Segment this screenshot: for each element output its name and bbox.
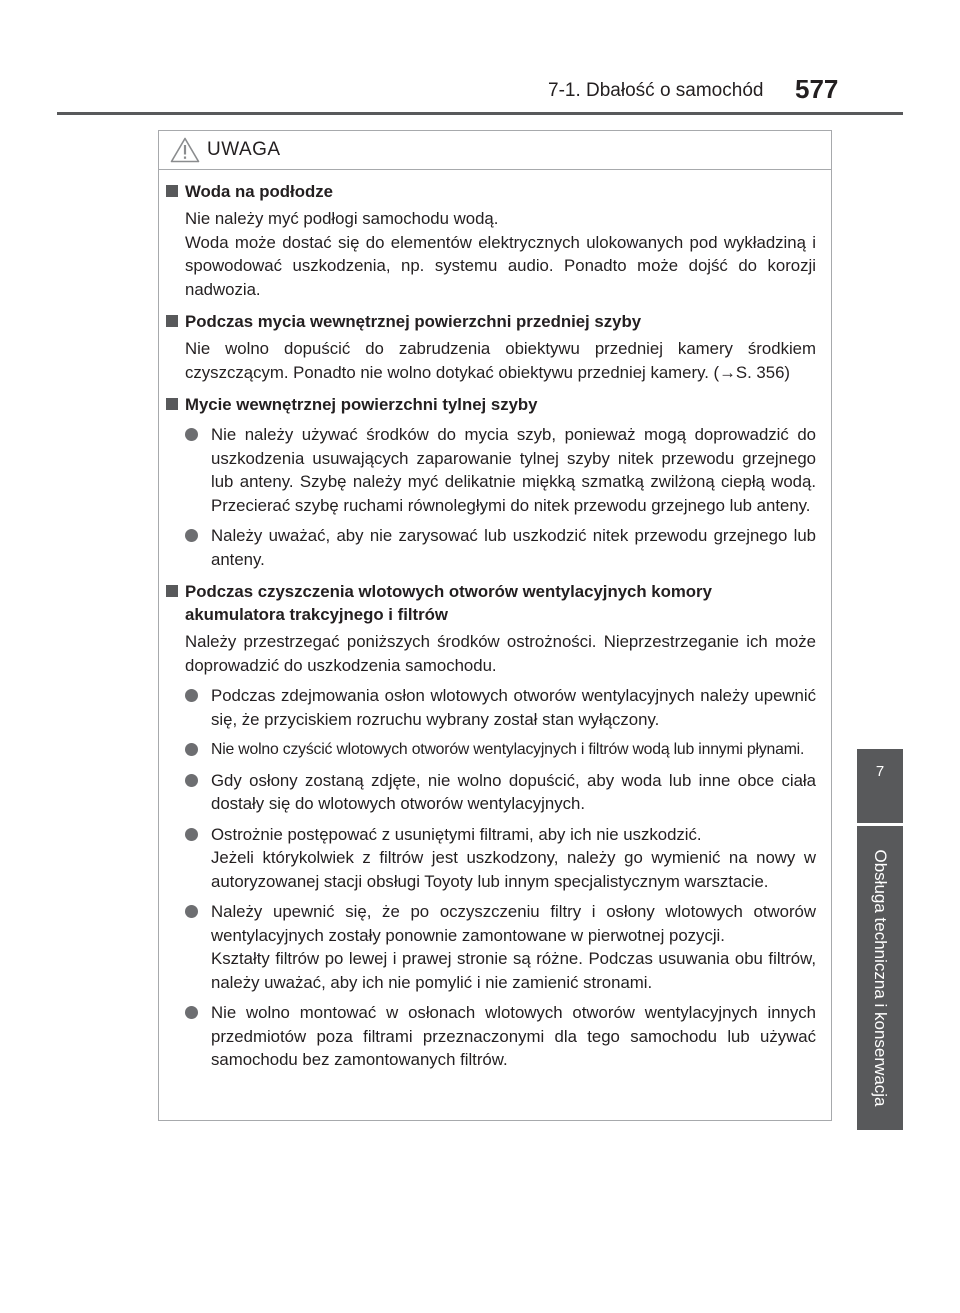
chapter-title: Obsługa techniczna i konserwacja xyxy=(871,849,890,1107)
bullet-dot-icon xyxy=(185,689,198,702)
list-item xyxy=(166,1001,816,1072)
list-item-text: Kształty filtrów po lewej i prawej stronie są różne. Podczas usuwania obu filtrów, należy uważać, aby ich nie pomylić i nie zamienić stronami. xyxy=(211,949,816,992)
chapter-tab[interactable] xyxy=(857,749,903,823)
paragraph: Nie wolno dopuścić do zabrudzenia obiektywu przedniej kamery środkiem czyszczącym. Ponadto nie wolno dotykać obiektywu przedniej kamery. (→S. 356) xyxy=(185,339,816,382)
square-bullet-icon xyxy=(166,398,178,410)
bullet-dot-icon xyxy=(185,428,198,441)
paragraph-line: Nie należy myć podłogi samochodu wodą. xyxy=(185,209,499,228)
list-item-text: Podczas zdejmowania osłon wlotowych otworów wentylacyjnych należy upewnić się, że przyciskiem rozruchu wybrany został stan wyłączony. xyxy=(211,686,816,729)
section-heading-text: Podczas czyszczenia wlotowych otworów wentylacyjnych komory akumulatora trakcyjnego i filtrów xyxy=(185,582,712,624)
paragraph xyxy=(166,207,816,301)
list-item-text: Nie należy używać środków do mycia szyb, ponieważ mogą doprowadzić do uszkodzenia usuwających zaparowanie tylnej szyby nitek przewodu grzejnego lub anteny. Szybę należy myć delikatnie miękką szmatką zwilżoną ciepłą wodą. Przecierać szybę ruchami równoległymi do nitek przewodu grzejnego lub anteny. xyxy=(211,425,816,515)
chapter-number: 7 xyxy=(875,763,885,780)
list-item-text: Należy upewnić się, że po oczyszczeniu filtry i osłony wlotowych otworów wentylacyjnych zostały ponownie zamontowane w pierwotnej pozycji. xyxy=(211,902,816,945)
bullet-dot-icon xyxy=(185,828,198,841)
square-bullet-icon xyxy=(166,315,178,327)
warning-content xyxy=(166,180,816,1072)
list-item xyxy=(166,524,816,571)
chapter-title-strip xyxy=(857,826,903,1130)
list-item-text: Należy uważać, aby nie zarysować lub uszkodzić nitek przewodu grzejnego lub anteny. xyxy=(211,526,816,569)
bullet-dot-icon xyxy=(185,529,198,542)
list-item-text: Ostrożnie postępować z usuniętymi filtrami, aby ich nie uszkodzić. xyxy=(211,824,702,844)
section-heading-text: Mycie wewnętrznej powierzchni tylnej szyby xyxy=(185,395,538,414)
bullet-dot-icon xyxy=(185,1006,198,1019)
section-title: 7-1. Dbałość o samochód xyxy=(548,80,764,101)
list-item xyxy=(166,423,816,517)
list-item-text: Nie wolno montować w osłonach wlotowych otworów wentylacyjnych innych przedmiotów poza filtrami przeznaczonymi dla tego samochodu lub używać samochodu bez zamontowanych filtrów. xyxy=(211,1003,816,1069)
list-item xyxy=(166,823,816,894)
paragraph-line: Woda może dostać się do elementów elektrycznych ulokowanych pod wykładziną i spowodować uszkodzenia, np. systemu audio. Ponadto może dojść do korozji nadwozia. xyxy=(185,232,816,299)
list-item xyxy=(166,684,816,731)
section-heading xyxy=(166,310,816,333)
bullet-dot-icon xyxy=(185,774,198,787)
list-item xyxy=(166,900,816,994)
list-item xyxy=(166,738,816,762)
square-bullet-icon xyxy=(166,185,178,197)
warning-header xyxy=(159,131,831,170)
section-heading xyxy=(166,580,816,626)
section-heading xyxy=(166,180,816,203)
warning-triangle-icon xyxy=(170,137,200,163)
bullet-dot-icon xyxy=(185,905,198,918)
paragraph: Należy przestrzegać poniższych środków ostrożności. Nieprzestrzeganie ich może doprowadzić do uszkodzenia samochodu. xyxy=(185,632,816,675)
header-divider xyxy=(57,112,903,115)
section-heading xyxy=(166,393,816,416)
list-item-text: Nie wolno czyścić wlotowych otworów wentylacyjnych i filtrów wodą lub innymi płynami. xyxy=(211,741,805,758)
warning-title: UWAGA xyxy=(207,139,281,160)
page-number: 577 xyxy=(795,74,839,104)
list-item-text: Gdy osłony zostaną zdjęte, nie wolno dopuścić, aby woda lub inne obce ciała dostały się do wlotowych otworów wentylacyjnych. xyxy=(211,770,816,813)
square-bullet-icon xyxy=(166,585,178,597)
list-item xyxy=(166,769,816,816)
section-heading-text: Podczas mycia wewnętrznej powierzchni przedniej szyby xyxy=(185,312,642,331)
bullet-dot-icon xyxy=(185,743,198,756)
section-heading-text: Woda na podłodze xyxy=(185,182,333,201)
list-item-text: Jeżeli którykolwiek z filtrów jest uszkodzony, należy go wymienić na nowy w autoryzowanej stacji obsługi Toyoty lub innym specjalistycznym warsztacie. xyxy=(211,848,816,891)
